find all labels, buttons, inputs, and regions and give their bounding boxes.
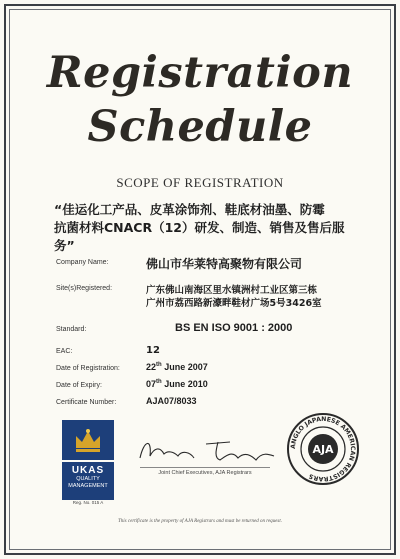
ukas-sub-line-1: QUALITY	[76, 476, 100, 482]
seal-center-text: AJA	[312, 443, 334, 456]
eac-label: EAC:	[56, 348, 73, 355]
scope-heading: SCOPE OF REGISTRATION	[116, 175, 284, 190]
ukas-title: UKAS	[71, 465, 105, 476]
standard-value: BS EN ISO 9001 : 2000	[175, 322, 293, 334]
certificate-number-label: Certificate Number:	[56, 399, 117, 406]
ukas-logo	[62, 420, 114, 498]
scope-text-line-2: 抗菌材料CNACR（12）研发、制造、销售及售后服务”	[54, 220, 345, 253]
ukas-text-panel	[62, 462, 114, 500]
seal-ring-text: ANGLO JAPANESE AMERICAN REGISTRARS	[289, 415, 357, 483]
signature-line	[140, 467, 270, 468]
expiry-date-suffix: th	[156, 379, 162, 385]
expiry-date-value	[146, 379, 208, 389]
ukas-sub-line-2: MANAGEMENT	[68, 482, 108, 489]
scope-text-line-1: “佳运化工产品、皮革涂饰剂、鞋底材油墨、防霉	[54, 202, 325, 217]
company-label: Company Name:	[56, 259, 109, 266]
registration-date-day: 22	[146, 362, 157, 372]
crown-icon	[73, 426, 103, 454]
eac-value: 12	[146, 345, 160, 356]
title-line-1: Registration	[46, 48, 354, 98]
ukas-crown-panel	[62, 420, 114, 460]
site-label: Site(s)Registered:	[56, 285, 113, 292]
site-value-line-1: 广东佛山南海区里水镇洲村工业区第三栋	[146, 285, 318, 296]
aja-seal	[286, 412, 360, 486]
registration-date-suffix: th	[156, 362, 162, 368]
standard-label: Standard:	[56, 326, 87, 333]
signature-image	[130, 430, 280, 470]
registration-date-value	[146, 362, 208, 372]
signature-caption: Joint Chief Executives, AJA Registrars	[158, 470, 252, 476]
registration-date-label: Date of Registration:	[56, 365, 120, 372]
registration-date-rest: June 2007	[161, 362, 208, 372]
certificate-number-value: AJA07/8033	[146, 396, 197, 406]
scope-text	[54, 201, 354, 255]
expiry-date-rest: June 2010	[161, 379, 208, 389]
ukas-number: Reg. No. 015 A	[72, 500, 104, 505]
expiry-date-label: Date of Expiry:	[56, 382, 102, 389]
expiry-date-day: 07	[146, 379, 157, 389]
company-value: 佛山市华莱特高聚物有限公司	[146, 257, 303, 271]
site-value-line-2: 广州市荔西路新濠畔鞋材广场5号3426室	[146, 298, 322, 309]
footer-note: This certificate is the property of AJA Registrars and must be returned on request.	[118, 519, 282, 524]
title-line-2: Schedule	[87, 102, 313, 152]
